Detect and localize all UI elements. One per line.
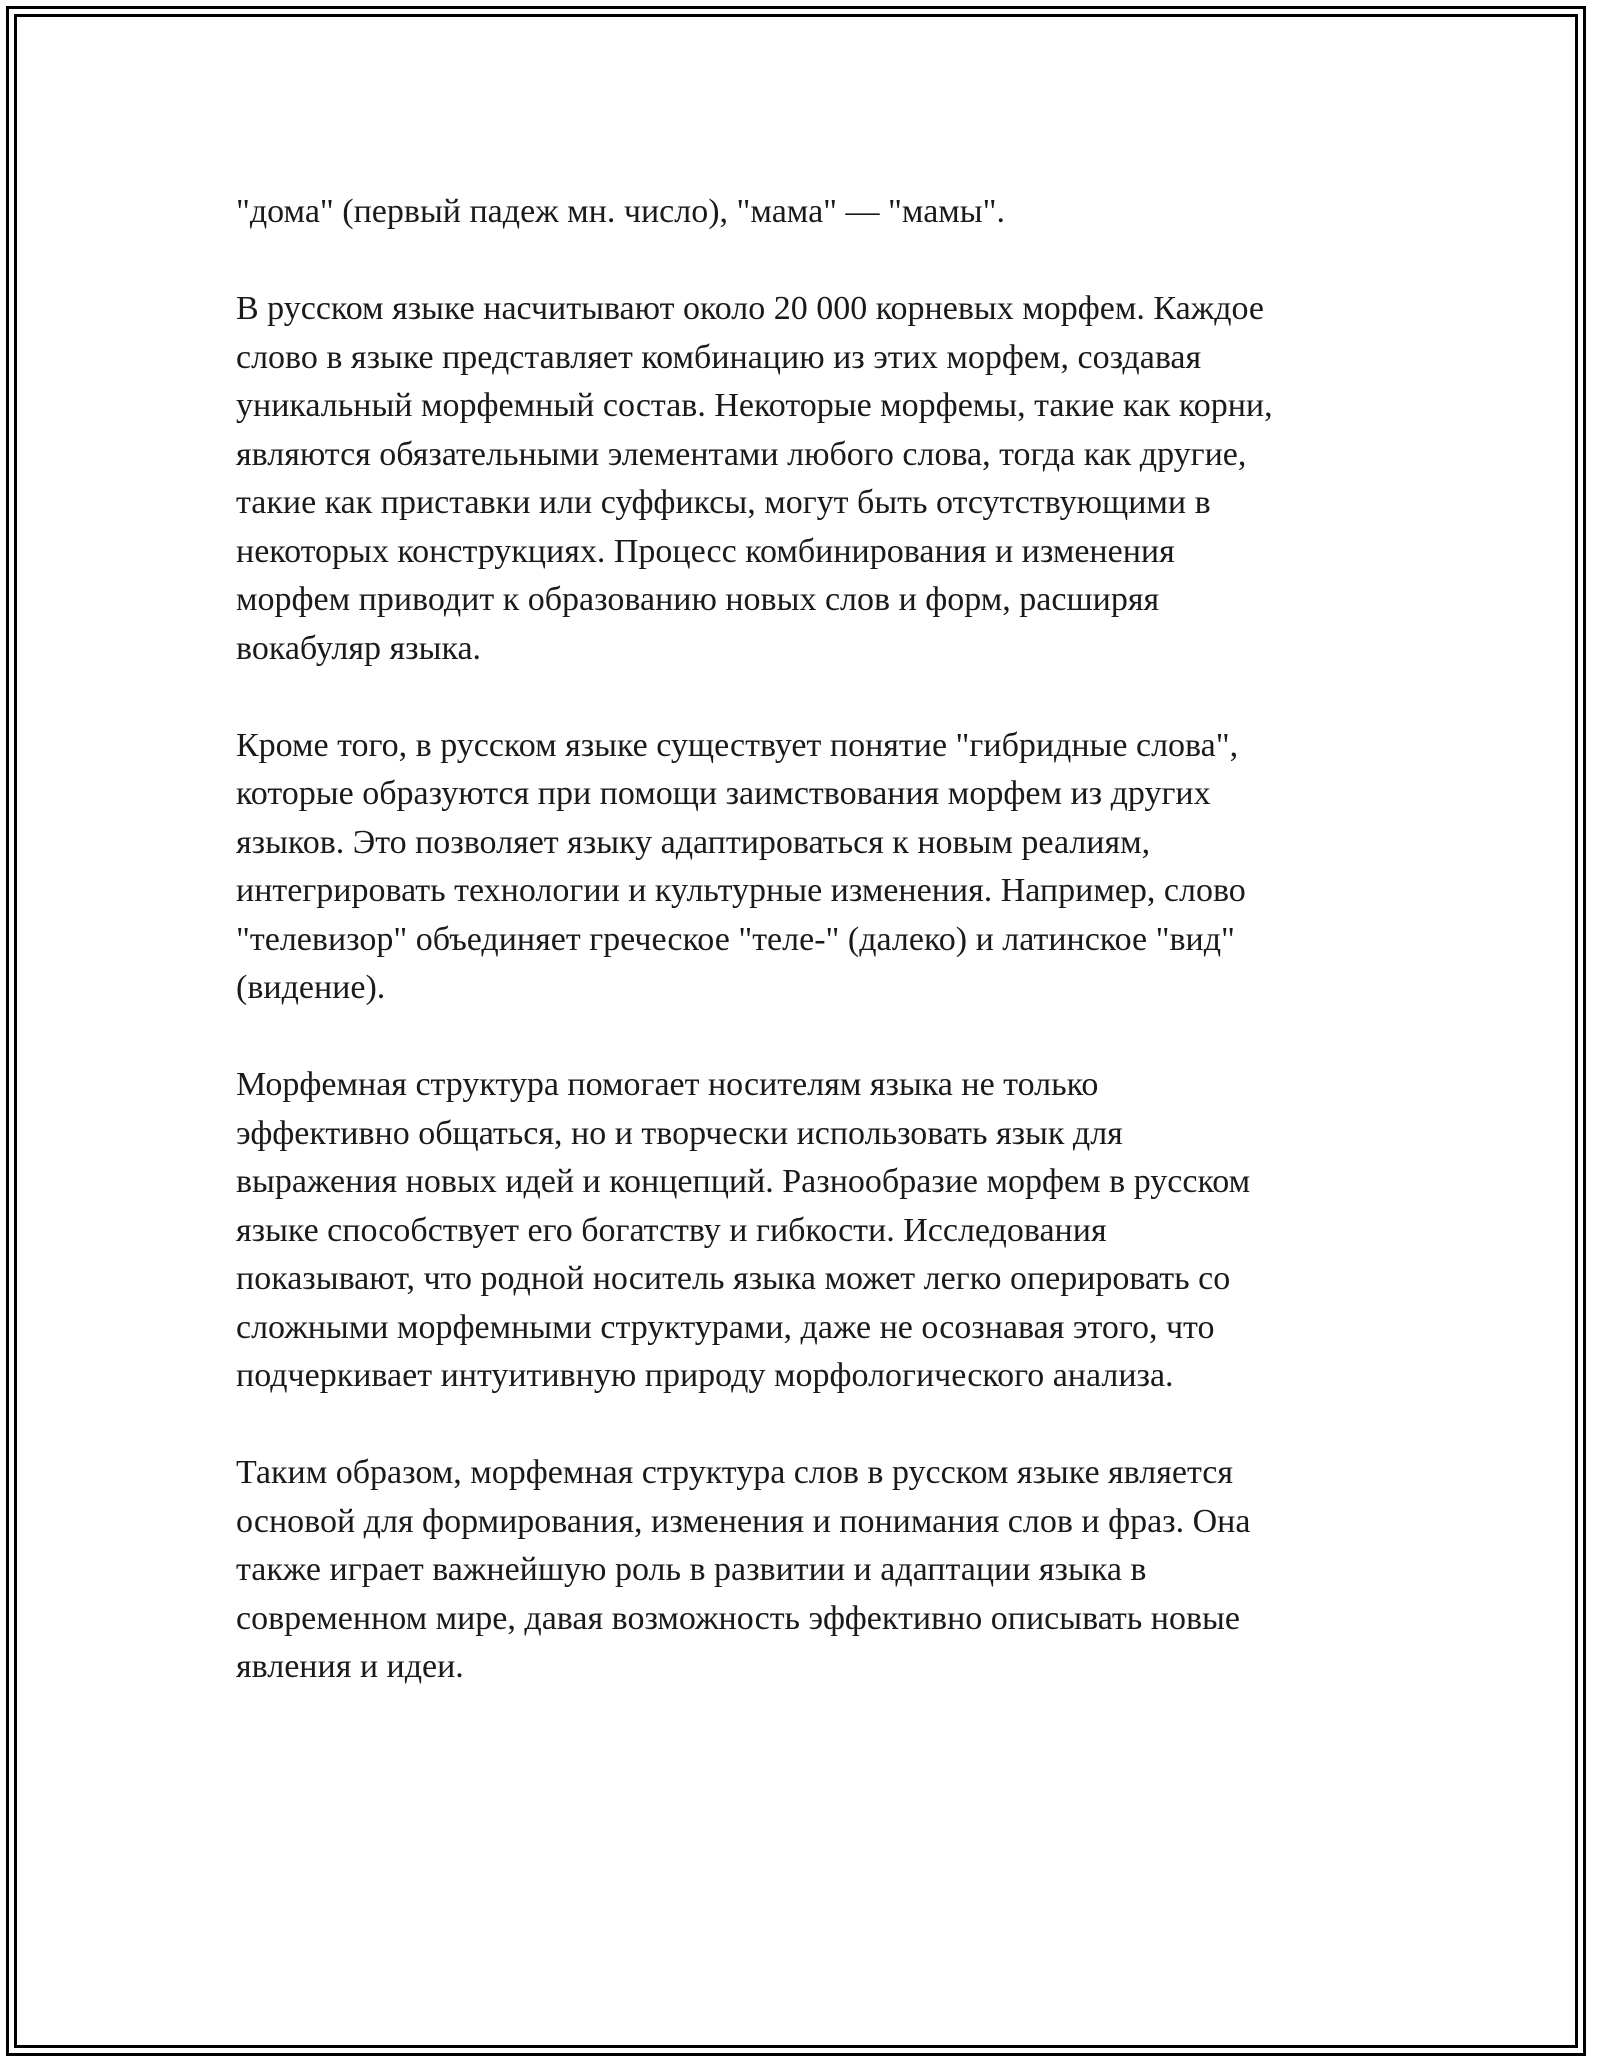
paragraph-conclusion: Таким образом, морфемная структура слов в русском языке является основой для формирования, изменения и понимания слов и фраз. Она также играет важнейшую роль в развитии и адаптации языка в современном мире, давая возможность эффективно описывать новые явления и идеи. [236,1454,1251,1685]
paragraph-root-morphemes: В русском языке насчитывают около 20 000 корневых морфем. Каждое слово в языке представляет комбинацию из этих морфем, создавая уникальный морфемный состав. Некоторые морфемы, такие как корни, являются обязательными элементами любого слова, тогда как другие, такие как приставки или суффиксы, могут быть отсутствующими в некоторых конструкциях. Процесс комбинирования и изменения морфем приводит к образованию новых слов и форм, расширяя вокабуляр языка. [236,290,1273,667]
paragraph-hybrid-words: Кроме того, в русском языке существует понятие "гибридные слова", которые образуются при помощи заимствования морфем из других языков. Это позволяет языку адаптироваться к новым реалиям, интегрировать технологии и культурные изменения. Например, слово "телевизор" объединяет греческое "теле-" (далеко) и латинское "вид" (видение). [236,726,1246,1006]
paragraph-morphemic-structure: Морфемная структура помогает носителям языка не только эффективно общаться, но и творчески использовать язык для выражения новых идей и концепций. Разнообразие морфем в русском языке способствует его богатству и гибкости. Исследования показывают, что родной носитель языка может легко оперировать со сложными морфемными структурами, даже не осознавая этого, что подчеркивает интуитивную природу морфологического анализа. [236,1066,1251,1394]
document-body [236,188,1386,1740]
paragraph-continuation: "дома" (первый падеж мн. число), "мама" — "мамы". [236,193,1006,230]
